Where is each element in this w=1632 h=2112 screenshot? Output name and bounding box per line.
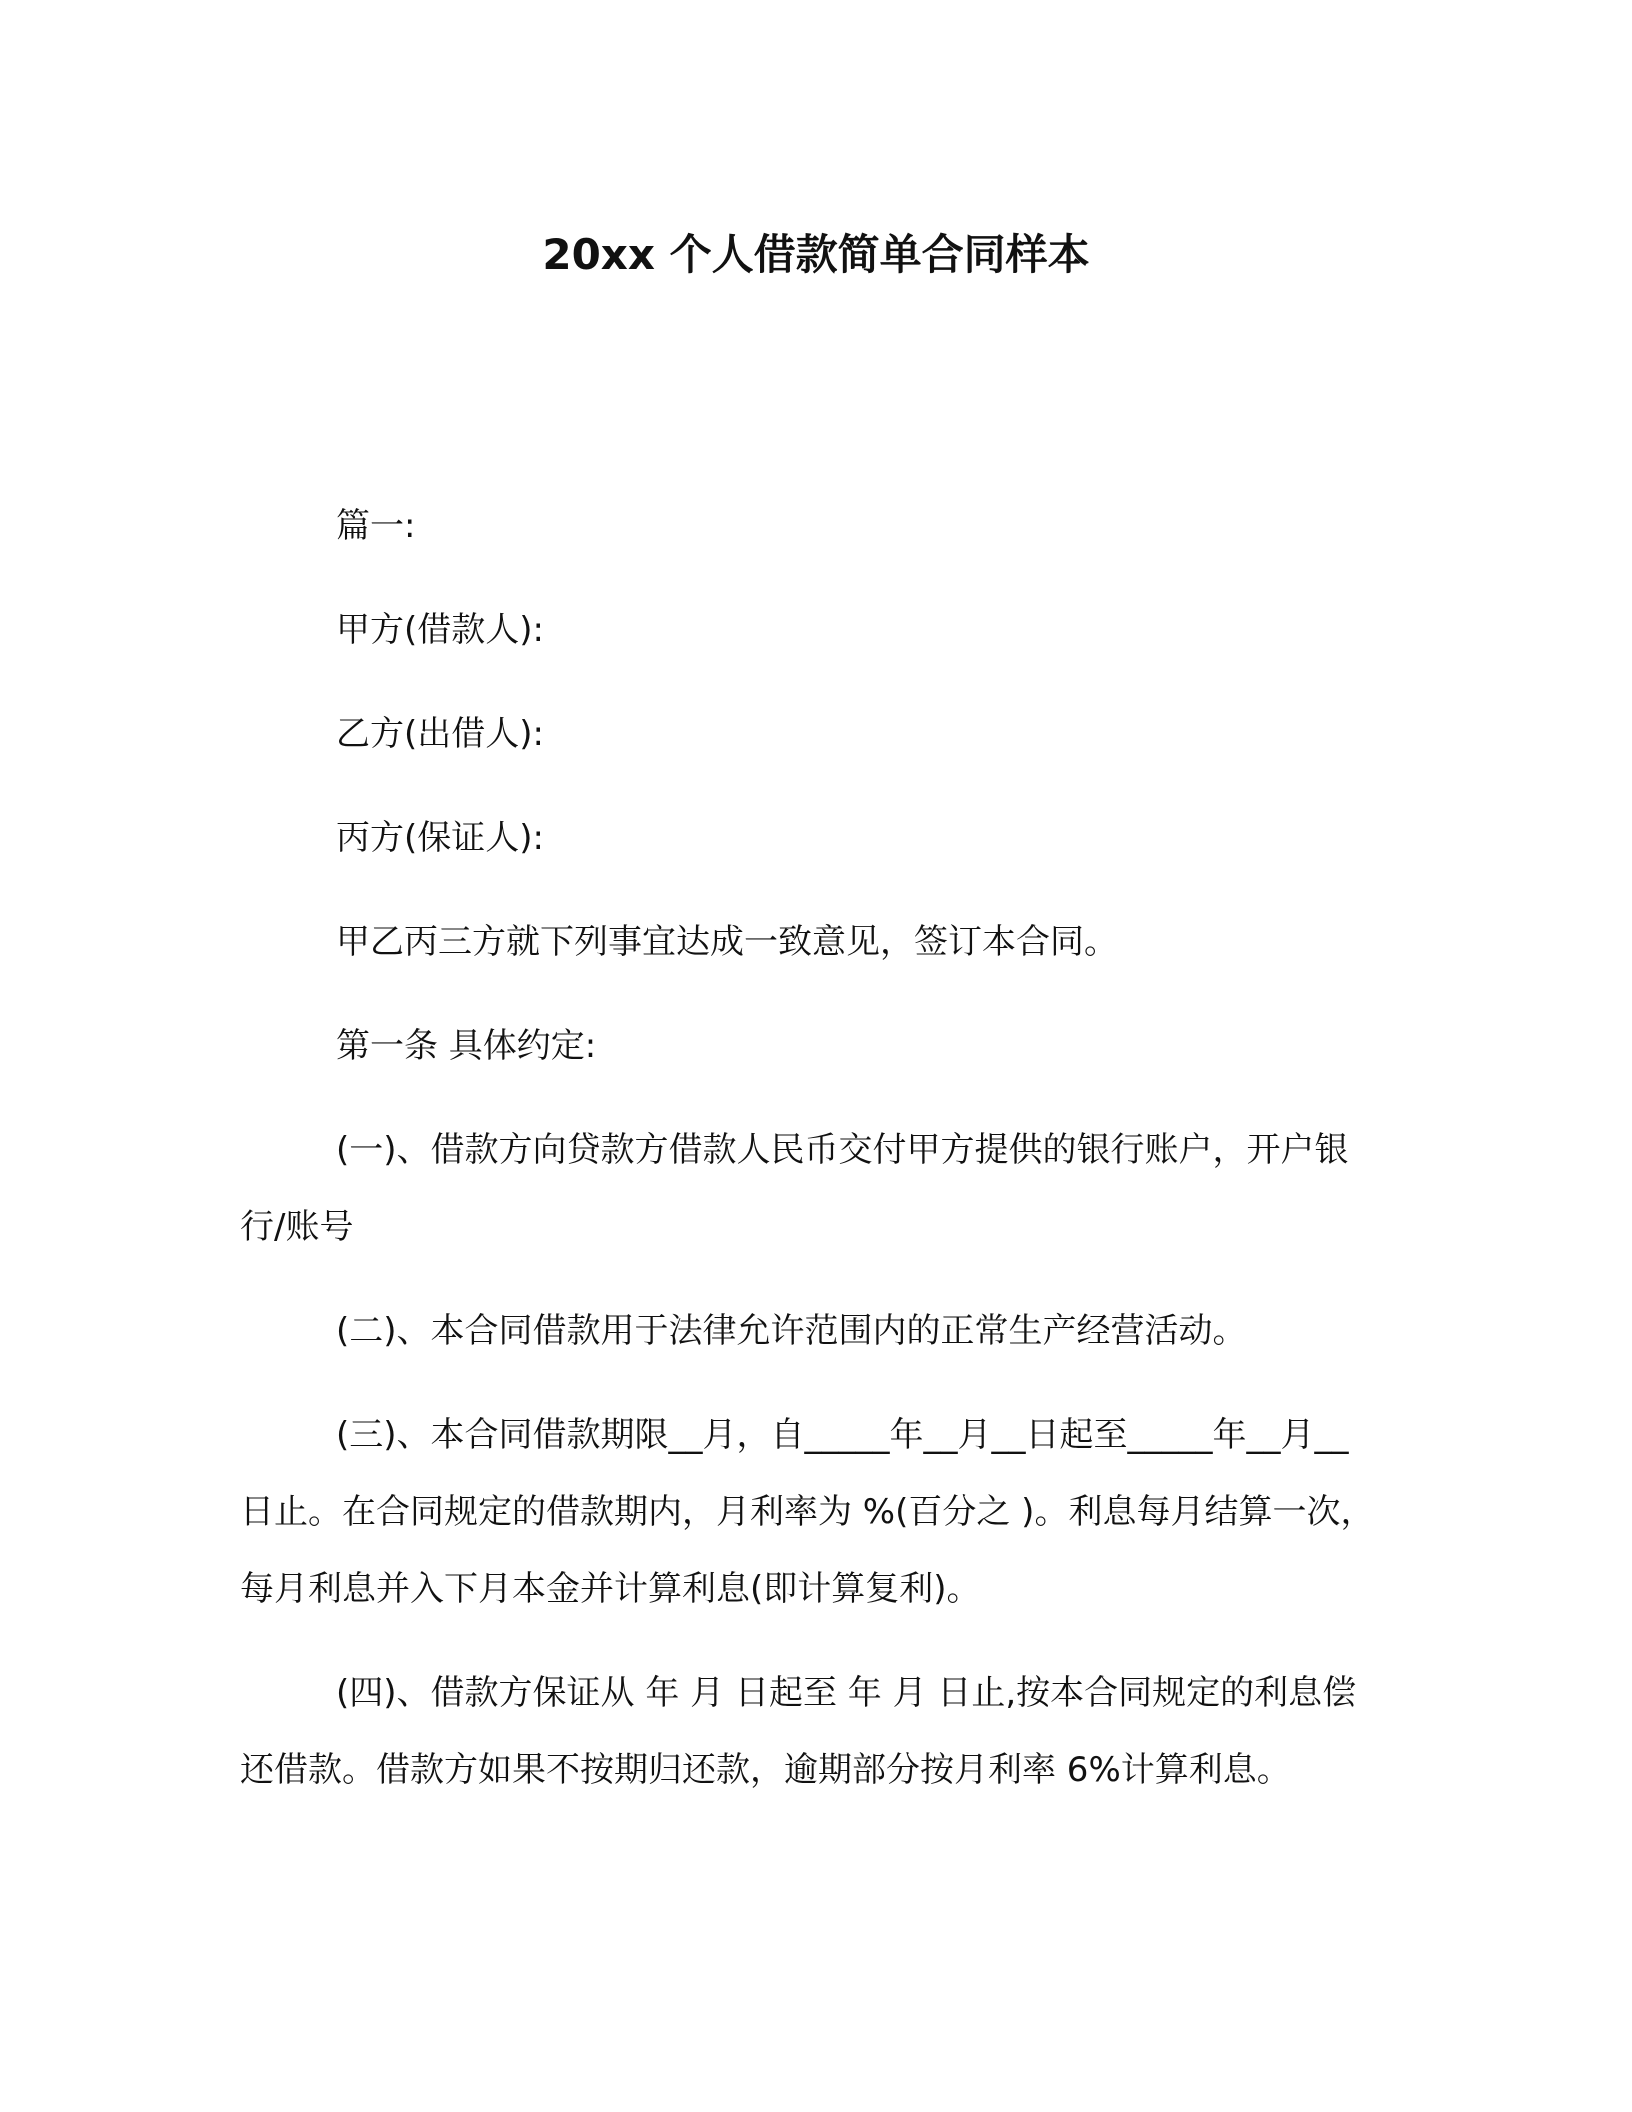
- clause-three: (三)、本合同借款期限__月，自_____年__月__日起至_____年__月__日止。在合同规定的借款期内，月利率为 %(百分之 )。利息每月结算一次，每月利息并入下月本金并计算利息(即计算复利)。: [240, 1415, 1375, 1609]
- party-b-line: 乙方(出借人):: [336, 714, 544, 754]
- section-heading: 篇一:: [336, 506, 416, 546]
- clause-one: (一)、借款方向贷款方借款人民币交付甲方提供的银行账户，开户银行/账号: [240, 1130, 1349, 1247]
- clause-two: (二)、本合同借款用于法律允许范围内的正常生产经营活动。: [336, 1311, 1247, 1351]
- party-c-line: 丙方(保证人):: [336, 818, 544, 858]
- agreement-statement: 甲乙丙三方就下列事宜达成一致意见，签订本合同。: [336, 922, 1118, 962]
- clause-four: (四)、借款方保证从 年 月 日起至 年 月 日止,按本合同规定的利息偿还借款。借款方如果不按期归还款，逾期部分按月利率 6%计算利息。: [240, 1673, 1357, 1790]
- article-one-heading: 第一条 具体约定:: [336, 1026, 597, 1066]
- document-title: 20xx 个人借款简单合同样本: [542, 230, 1090, 279]
- document-body: [240, 488, 1380, 1836]
- party-a-line: 甲方(借款人):: [336, 610, 544, 650]
